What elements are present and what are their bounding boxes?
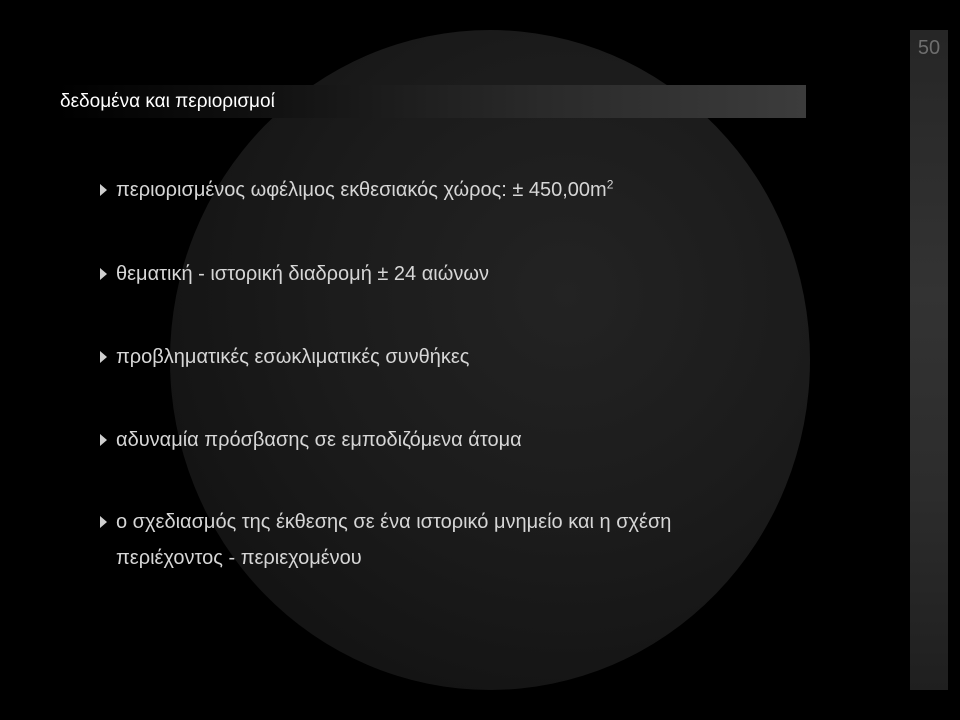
slide-title: δεδομένα και περιορισμοί	[60, 91, 275, 112]
triangle-right-icon	[100, 351, 107, 363]
bullet-item	[100, 339, 820, 375]
bullet-item	[100, 422, 820, 458]
side-bar	[910, 30, 948, 690]
bullet-text: αδυναμία πρόσβασης σε εμποδιζόμενα άτομα	[116, 429, 522, 451]
triangle-right-icon	[100, 184, 107, 196]
page-number: 50	[917, 37, 941, 59]
triangle-right-icon	[100, 268, 107, 280]
title-bar	[56, 85, 806, 118]
bullet-item	[100, 256, 820, 292]
bullet-item	[100, 172, 820, 208]
bullet-text: περιορισμένος ωφέλιμος εκθεσιακός χώρος: ± 450,00m	[116, 179, 607, 201]
triangle-right-icon	[100, 516, 107, 528]
triangle-right-icon	[100, 434, 107, 446]
superscript-two: 2	[606, 177, 614, 192]
bullet-text: θεματική - ιστορική διαδρομή ± 24 αιώνων	[116, 263, 489, 285]
bullet-text: προβληματικές εσωκλιματικές συνθήκες	[116, 346, 470, 368]
bullet-item	[100, 504, 740, 576]
bullet-text: ο σχεδιασμός της έκθεσης σε ένα ιστορικό μνημείο και η σχέση περιέχοντος - περιεχομένου	[116, 511, 672, 569]
